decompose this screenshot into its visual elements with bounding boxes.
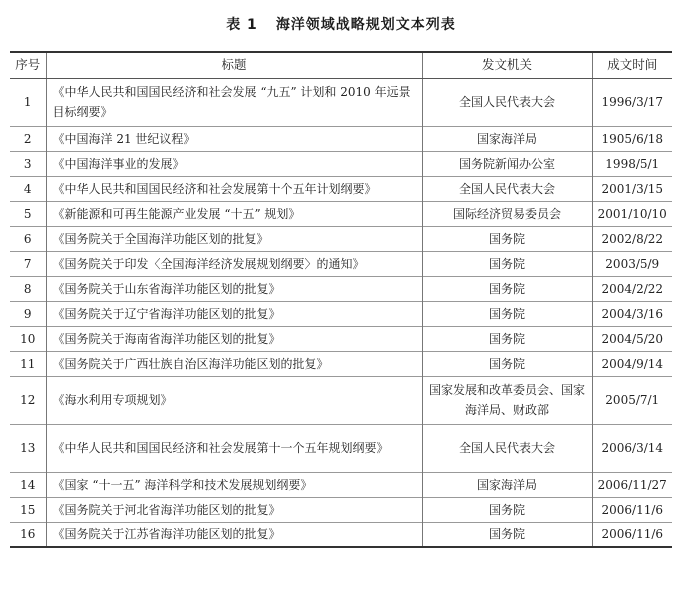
row-title: 《国务院关于印发〈全国海洋经济发展规划纲要〉的通知》	[46, 251, 422, 276]
table-row	[10, 424, 672, 472]
row-issuer: 全国人民代表大会	[422, 78, 592, 126]
table-caption	[0, 14, 682, 34]
table-row	[10, 251, 672, 276]
row-issuer: 国家海洋局	[422, 126, 592, 151]
table-row	[10, 376, 672, 424]
row-issuer: 全国人民代表大会	[422, 424, 592, 472]
table-row	[10, 201, 672, 226]
row-date: 2005/7/1	[592, 376, 672, 424]
row-index: 13	[10, 424, 46, 472]
row-issuer: 国际经济贸易委员会	[422, 201, 592, 226]
row-issuer: 国务院	[422, 301, 592, 326]
row-index: 11	[10, 351, 46, 376]
row-issuer: 国务院	[422, 251, 592, 276]
row-index: 5	[10, 201, 46, 226]
row-date: 2002/8/22	[592, 226, 672, 251]
row-date: 2004/3/16	[592, 301, 672, 326]
row-date: 2001/3/15	[592, 176, 672, 201]
table-row	[10, 522, 672, 547]
row-issuer: 国务院	[422, 522, 592, 547]
table-row	[10, 472, 672, 497]
row-title: 《国务院关于广西壮族自治区海洋功能区划的批复》	[46, 351, 422, 376]
row-issuer: 全国人民代表大会	[422, 176, 592, 201]
row-date: 2004/9/14	[592, 351, 672, 376]
row-title: 《海水利用专项规划》	[46, 376, 422, 424]
row-issuer: 国务院	[422, 351, 592, 376]
row-index: 2	[10, 126, 46, 151]
row-issuer: 国家海洋局	[422, 472, 592, 497]
row-title: 《国务院关于河北省海洋功能区划的批复》	[46, 497, 422, 522]
row-index: 12	[10, 376, 46, 424]
row-title: 《中华人民共和国国民经济和社会发展第十个五年计划纲要》	[46, 176, 422, 201]
row-index: 15	[10, 497, 46, 522]
column-header-title: 标题	[46, 52, 422, 78]
table-row	[10, 301, 672, 326]
table-number: 表 1	[226, 17, 258, 33]
table-row	[10, 326, 672, 351]
row-issuer: 国务院	[422, 226, 592, 251]
row-index: 14	[10, 472, 46, 497]
column-header-issuer: 发文机关	[422, 52, 592, 78]
row-issuer: 国务院	[422, 497, 592, 522]
row-title: 《国务院关于山东省海洋功能区划的批复》	[46, 276, 422, 301]
row-index: 3	[10, 151, 46, 176]
row-date: 2006/3/14	[592, 424, 672, 472]
row-title: 《中华人民共和国国民经济和社会发展第十一个五年规划纲要》	[46, 424, 422, 472]
row-index: 6	[10, 226, 46, 251]
row-date: 2003/5/9	[592, 251, 672, 276]
row-date: 2004/5/20	[592, 326, 672, 351]
row-title: 《国家 “十一五” 海洋科学和技术发展规划纲要》	[46, 472, 422, 497]
row-title: 《新能源和可再生能源产业发展 “十五” 规划》	[46, 201, 422, 226]
row-title: 《国务院关于全国海洋功能区划的批复》	[46, 226, 422, 251]
row-date: 2001/10/10	[592, 201, 672, 226]
row-index: 7	[10, 251, 46, 276]
table-title: 海洋领域战略规划文本列表	[275, 17, 456, 33]
column-header-date: 成文时间	[592, 52, 672, 78]
table-row	[10, 226, 672, 251]
row-title: 《中华人民共和国国民经济和社会发展 “九五” 计划和 2010 年远景目标纲要》	[46, 78, 422, 126]
row-date: 2006/11/6	[592, 522, 672, 547]
row-title: 《国务院关于江苏省海洋功能区划的批复》	[46, 522, 422, 547]
table-row	[10, 351, 672, 376]
row-title: 《国务院关于辽宁省海洋功能区划的批复》	[46, 301, 422, 326]
row-index: 1	[10, 78, 46, 126]
strategy-documents-table	[10, 51, 672, 548]
row-date: 1905/6/18	[592, 126, 672, 151]
table-row	[10, 497, 672, 522]
row-issuer: 国务院	[422, 326, 592, 351]
row-title: 《国务院关于海南省海洋功能区划的批复》	[46, 326, 422, 351]
table-row	[10, 126, 672, 151]
table-row	[10, 78, 672, 126]
column-header-index: 序号	[10, 52, 46, 78]
row-index: 9	[10, 301, 46, 326]
row-issuer: 国家发展和改革委员会、国家海洋局、财政部	[422, 376, 592, 424]
row-index: 4	[10, 176, 46, 201]
row-issuer: 国务院	[422, 276, 592, 301]
row-index: 8	[10, 276, 46, 301]
row-title: 《中国海洋事业的发展》	[46, 151, 422, 176]
row-date: 2006/11/6	[592, 497, 672, 522]
table-row	[10, 151, 672, 176]
row-issuer: 国务院新闻办公室	[422, 151, 592, 176]
table-header-row	[10, 52, 672, 78]
table-row	[10, 176, 672, 201]
row-date: 2004/2/22	[592, 276, 672, 301]
row-date: 2006/11/27	[592, 472, 672, 497]
row-index: 16	[10, 522, 46, 547]
row-date: 1996/3/17	[592, 78, 672, 126]
row-index: 10	[10, 326, 46, 351]
row-date: 1998/5/1	[592, 151, 672, 176]
row-title: 《中国海洋 21 世纪议程》	[46, 126, 422, 151]
table-row	[10, 276, 672, 301]
